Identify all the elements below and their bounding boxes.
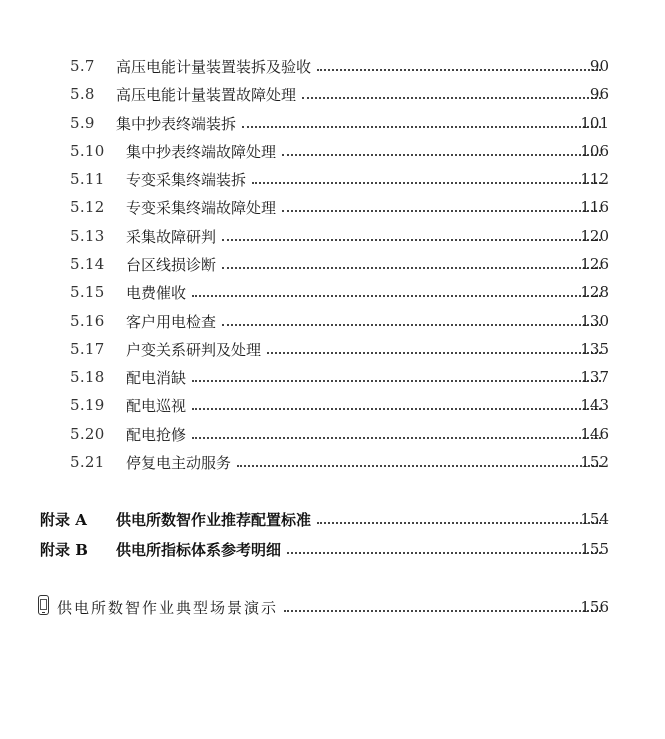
section-title: 户变关系研判及处理 xyxy=(126,340,262,359)
section-number: 5.15 xyxy=(70,283,105,301)
page-number: 135 xyxy=(580,340,609,358)
toc-entry-5-18[interactable] xyxy=(0,365,665,389)
section-number: 5.21 xyxy=(70,453,105,471)
appendix-title: 供电所数智作业推荐配置标准 xyxy=(116,510,312,529)
dot-leader xyxy=(267,352,601,354)
section-number: 5.17 xyxy=(70,340,105,358)
page-number: 137 xyxy=(580,368,609,386)
dot-leader xyxy=(287,552,601,554)
toc-entry-5-9[interactable] xyxy=(0,111,665,135)
dot-leader xyxy=(284,610,601,612)
dot-leader xyxy=(192,408,601,410)
toc-entry-5-20[interactable] xyxy=(0,422,665,446)
page-number: 156 xyxy=(580,598,609,616)
page-number: 90 xyxy=(589,57,609,75)
dot-leader xyxy=(317,522,601,524)
page-number: 154 xyxy=(580,510,609,528)
dot-leader xyxy=(192,295,601,297)
page-number: 130 xyxy=(580,312,609,330)
section-title: 配电消缺 xyxy=(126,368,187,387)
section-title: 配电抢修 xyxy=(126,425,187,444)
page-number: 126 xyxy=(580,255,609,273)
toc-entry-5-16[interactable] xyxy=(0,309,665,333)
toc-entry-5-19[interactable] xyxy=(0,393,665,417)
page-number: 146 xyxy=(580,425,609,443)
toc-entry-5-13[interactable] xyxy=(0,224,665,248)
page-number: 112 xyxy=(580,170,609,188)
section-title: 电费催收 xyxy=(126,283,187,302)
section-number: 5.19 xyxy=(70,396,105,414)
toc-entry-demo[interactable] xyxy=(0,594,665,620)
page-number: 106 xyxy=(580,142,609,160)
section-title: 台区线损诊断 xyxy=(126,255,217,274)
dot-leader xyxy=(282,154,601,156)
section-title: 集中抄表终端故障处理 xyxy=(126,142,277,161)
dot-leader xyxy=(302,97,601,99)
phone-icon xyxy=(38,595,49,615)
dot-leader xyxy=(192,437,601,439)
toc-entry-5-15[interactable] xyxy=(0,280,665,304)
appendix-label: 附录 A xyxy=(40,510,87,529)
section-title: 停复电主动服务 xyxy=(126,453,232,472)
section-number: 5.11 xyxy=(70,170,105,188)
section-title: 高压电能计量装置故障处理 xyxy=(116,85,297,104)
toc-entry-5-17[interactable] xyxy=(0,337,665,361)
section-number: 5.12 xyxy=(70,198,105,216)
demo-title: 供电所数智作业典型场景演示 xyxy=(57,598,279,617)
page-number: 116 xyxy=(580,198,609,216)
dot-leader xyxy=(282,210,601,212)
page-number: 96 xyxy=(589,85,609,103)
section-number: 5.20 xyxy=(70,425,105,443)
section-title: 专变采集终端故障处理 xyxy=(126,198,277,217)
section-title: 配电巡视 xyxy=(126,396,187,415)
section-title: 集中抄表终端装拆 xyxy=(116,114,237,133)
page-number: 155 xyxy=(580,540,609,558)
page-number: 101 xyxy=(580,114,609,132)
page-number: 128 xyxy=(580,283,609,301)
toc-entry-5-21[interactable] xyxy=(0,450,665,474)
section-title: 客户用电检查 xyxy=(126,312,217,331)
toc-entry-5-11[interactable] xyxy=(0,167,665,191)
dot-leader xyxy=(222,239,601,241)
toc-entry-5-10[interactable] xyxy=(0,139,665,163)
toc-entry-appendix-b[interactable] xyxy=(0,536,665,562)
page-number: 152 xyxy=(580,453,609,471)
section-number: 5.14 xyxy=(70,255,105,273)
section-number: 5.10 xyxy=(70,142,105,160)
dot-leader xyxy=(237,465,601,467)
page-number: 120 xyxy=(580,227,609,245)
section-number: 5.16 xyxy=(70,312,105,330)
dot-leader xyxy=(252,182,601,184)
page-number: 143 xyxy=(580,396,609,414)
dot-leader xyxy=(242,126,601,128)
toc-entry-5-14[interactable] xyxy=(0,252,665,276)
appendix-title: 供电所指标体系参考明细 xyxy=(116,540,282,559)
dot-leader xyxy=(317,69,601,71)
toc-entry-5-8[interactable] xyxy=(0,82,665,106)
toc-entry-appendix-a[interactable] xyxy=(0,506,665,532)
toc-entry-5-12[interactable] xyxy=(0,195,665,219)
dot-leader xyxy=(192,380,601,382)
section-title: 采集故障研判 xyxy=(126,227,217,246)
section-title: 专变采集终端装拆 xyxy=(126,170,247,189)
section-number: 5.9 xyxy=(70,114,95,132)
dot-leader xyxy=(222,324,601,326)
section-number: 5.18 xyxy=(70,368,105,386)
dot-leader xyxy=(222,267,601,269)
section-number: 5.8 xyxy=(70,85,95,103)
section-number: 5.13 xyxy=(70,227,105,245)
appendix-label: 附录 B xyxy=(40,540,88,559)
section-number: 5.7 xyxy=(70,57,95,75)
section-title: 高压电能计量装置装拆及验收 xyxy=(116,57,312,76)
toc-entry-5-7[interactable] xyxy=(0,54,665,78)
